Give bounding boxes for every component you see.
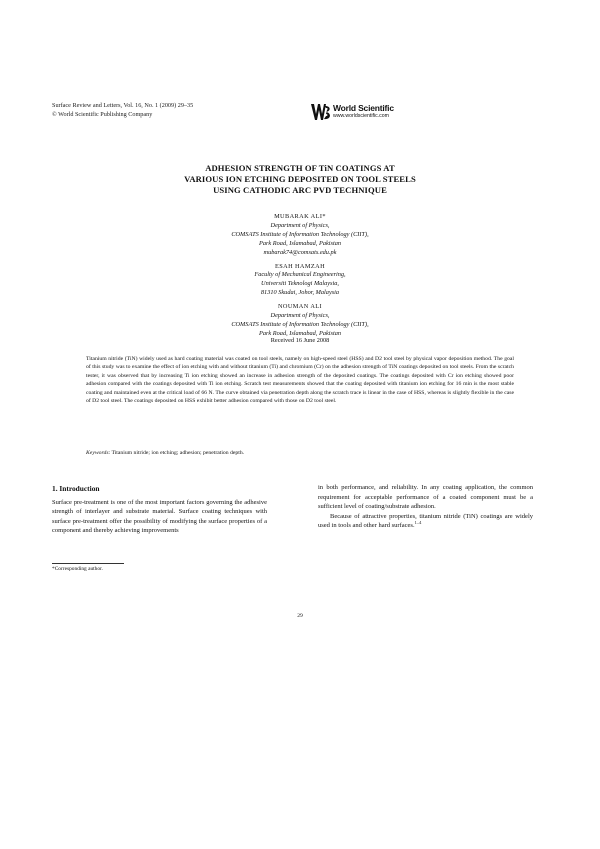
intro-paragraph-1: Surface pre-treatment is one of the most important factors governing the adhesive strength of interlayer and substrate material. Surface coating techniques with surface pre-treatment offer the possibility of modifying the surface properties of a component and thereby achieving improvements: [52, 498, 267, 535]
author-affiliation-line: Department of Physics,: [270, 221, 330, 229]
author-affiliation-line: Faculty of Mechanical Engineering,: [254, 271, 346, 279]
author-name: MUBARAK ALI*: [274, 213, 326, 220]
footnote: *Corresponding author.: [52, 566, 103, 572]
keywords: Keywords: Titanium nitride; ion etching; adhesion; penetration depth.: [86, 450, 245, 456]
author-affiliation-line: 81310 Skudai, Johor, Malaysia: [260, 289, 340, 297]
author-name: NOUMAN ALI: [277, 303, 323, 311]
logo-tagline: www.worldscientific.com: [333, 113, 389, 119]
journal-line: Surface Review and Letters, Vol. 16, No. 1 (2009) 29–35: [52, 102, 194, 109]
publisher-logo: [311, 102, 394, 122]
title-line-3: USING CATHODIC ARC PVD TECHNIQUE: [213, 185, 387, 195]
journal-citation: [52, 101, 193, 119]
keywords-label: Keywords: [86, 450, 109, 456]
world-scientific-logo-icon: [311, 102, 331, 122]
section-heading: 1. Introduction: [52, 484, 100, 493]
footnote-divider: [52, 563, 124, 564]
author-name: ESAH HAMZAH: [274, 262, 326, 270]
author-affiliation-line: Park Road, Islamabad, Pakistan: [258, 329, 342, 337]
title-line-2: VARIOUS ION ETCHING DEPOSITED ON TOOL STEELS: [184, 174, 416, 184]
author-affiliation-line: Universiti Teknologi Malaysia,: [261, 280, 339, 288]
author-block: [52, 213, 548, 339]
paper-title: [52, 163, 548, 196]
citation-refs: 1–4: [414, 520, 422, 526]
author-email: mubarak74@comsats.edu.pk: [263, 248, 337, 256]
received-date: Received 16 June 2008: [270, 337, 330, 344]
intro-right-column: [318, 483, 533, 531]
intro-paragraph-2-text: Because of attractive properties, titanium nitride (TiN) coatings are widely used in tools and other hard surfaces.: [318, 512, 533, 530]
author-affiliation-line: Park Road, Islamabad, Pakistan: [258, 239, 342, 247]
abstract: Titanium nitride (TiN) widely used as hard coating material was coated on tool steels, namely on high-speed steel (HSS) and D2 tool steel by physical vapor deposition method. The goal of this study was to examine the effect of ion etching with and without titanium (Ti) and chromium (Cr) on the adhesion strength of TiN coatings deposited on tool steels. From the scratch tester, it was observed that by increasing Ti ion etching showed an increase in adhesion strength of the deposited coatings. The coatings deposited with Cr ion etching showed poor adhesion compared with the coatings deposited with Ti ion etching. Scratch test measurements showed that the coating deposited with titanium ion etching for 16 min is the most stable coating and maintained even at the critical load of 66 N. The curve obtained via penetration depth along the scratch trace is linear in the case of HSS, whereas is slightly flexible in the case of D2 tool steel. The coatings deposited on HSS exhibit better adhesion compared with those on D2 tool steel.: [86, 356, 514, 405]
copyright-line: © World Scientific Publishing Company: [52, 111, 153, 118]
logo-name: World Scientific: [333, 103, 394, 113]
author-affiliation-line: COMSATS Institute of Information Technology (CIIT),: [231, 320, 369, 328]
author-affiliation-line: COMSATS Institute of Information Technology (CIIT),: [231, 230, 369, 238]
intro-paragraph-1-continued: in both performance, and reliability. In any coating application, the common requirement for acceptable performance of a coated component must be a sufficient level of coating/substrate adhesion.: [318, 484, 533, 511]
author-affiliation-line: Department of Physics,: [270, 312, 330, 320]
intro-left-column: [52, 484, 267, 536]
intro-paragraph-2: [318, 512, 533, 531]
keywords-text: Titanium nitride; ion etching; adhesion; penetration depth.: [111, 450, 245, 456]
page-number: 29: [297, 613, 303, 619]
title-line-1: ADHESION STRENGTH OF TiN COATINGS AT: [205, 163, 395, 173]
